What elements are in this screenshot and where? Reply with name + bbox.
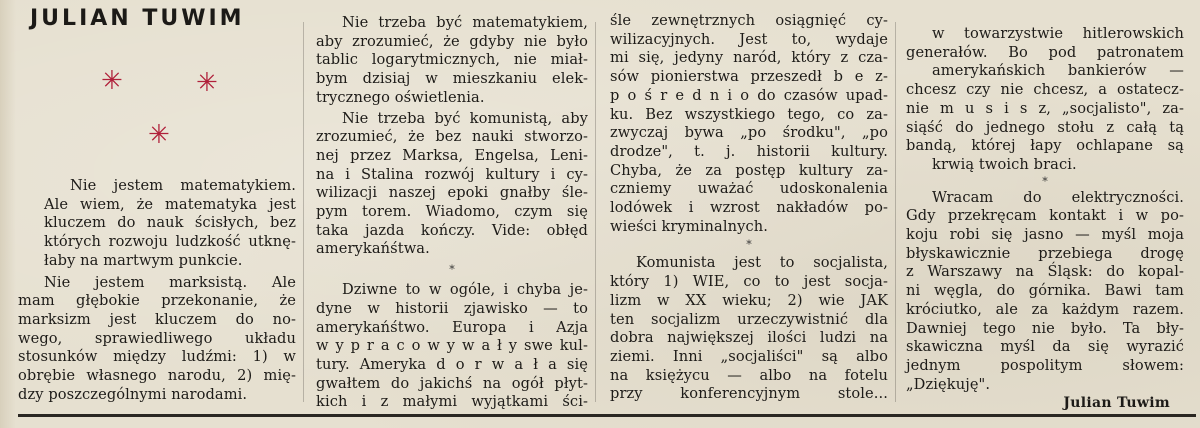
text-line: śle zewnętrznych osiągnięć cy- [610, 12, 888, 29]
text-line: Dawniej tego nie było. Ta bły- [906, 319, 1184, 337]
text-line: Gdy przekręcam kontakt i w po- [906, 207, 1184, 225]
text-line: marksizm jest kluczem do no- [18, 310, 296, 328]
text-line: obrębie własnego narodu, 2) mię- [18, 367, 296, 385]
asterisk-separator: * [1042, 174, 1048, 188]
text-line: ten socjalizm urzeczywistnić dla [610, 310, 888, 328]
text-line: nej przez Marksa, Engelsa, Leni- [316, 146, 588, 164]
star-ornament-icon: ✳ [196, 68, 218, 98]
paragraph [316, 14, 588, 108]
column-divider [595, 22, 596, 402]
text-line: gwałtem do jakichś na ogół płyt- [316, 374, 588, 392]
paragraph [610, 254, 888, 404]
text-line: amerykańśtwo. Europa i Azja [316, 318, 588, 336]
text-line: króciutko, ale za każdym razem. [906, 300, 1184, 318]
text-line: amerykańskich bankierów — [932, 62, 1184, 80]
text-line: mam głębokie przekonanie, że [18, 292, 296, 310]
text-line: wilizacji naszej epoki gnałby śle- [316, 184, 588, 202]
text-line: lizm w XX wieku; 2) wie JAK [610, 291, 888, 309]
text-line: zwyczaj bywa „po środku", „po [610, 124, 888, 142]
text-line: sów pionierstwa przeszedł b e z- [610, 68, 888, 86]
author-signature: Julian Tuwim [1063, 395, 1170, 411]
text-line: nie m u s i s z, „socjalisto", za- [906, 99, 1184, 117]
text-line: Nie jestem matematykiem. [70, 177, 296, 194]
text-line: skawiczna myśl da się wyrazić [906, 338, 1184, 356]
text-line: których rozwoju ludzkość utknę- [44, 233, 296, 251]
text-line: przy konferencyjnym stole... [610, 385, 888, 403]
text-line: z Warszawy na Śląsk: do kopal- [906, 263, 1184, 281]
text-line: kich i z małymi wyjątkami ści- [316, 393, 588, 411]
column-divider [303, 22, 304, 402]
text-line: generałów. Bo pod patronatem [906, 43, 1184, 61]
asterisk-separator: * [449, 263, 455, 277]
text-line: tablic logarytmicznych, nie miał- [316, 51, 588, 69]
text-line: w towarzystwie hitlerowskich [932, 25, 1184, 42]
bottom-rule [18, 414, 1196, 417]
text-line: na księżycu — albo na fotelu [610, 366, 888, 384]
star-ornament-icon: ✳ [148, 120, 170, 150]
text-line: jednym pospolitym słowem: [906, 356, 1184, 374]
text-line: ni węgla, do górnika. Bawi tam [906, 282, 1184, 300]
text-line: Ale wiem, że matematyka jest [44, 195, 296, 213]
text-line: czniemy uważać udoskonalenia [610, 180, 888, 198]
text-line: Nie trzeba być komunistą, aby [342, 109, 588, 127]
text-line: amerykańśtwa. [316, 240, 430, 258]
text-line: wieści kryminalnych. [610, 217, 768, 235]
text-line: dzy poszczególnymi narodami. [18, 385, 248, 403]
text-line: trycznego oświetlenia. [316, 88, 485, 106]
text-line: krwią twoich braci. [932, 155, 1077, 173]
text-line: zrozumieć, że bez nauki stworzo- [316, 128, 588, 146]
column-4 [906, 25, 1184, 394]
column-3 [610, 12, 888, 404]
text-line: stosunków między ludźmi: 1) w [18, 348, 296, 366]
article-title: JULIAN TUWIM [30, 6, 245, 31]
text-line: bym dzisiaj w mieszkaniu elek- [316, 70, 588, 88]
page-edge-shadow [0, 0, 16, 428]
text-line: Nie jestem marksistą. Ale [44, 273, 296, 291]
text-line: Dziwne to w ogóle, i chyba je- [342, 281, 588, 299]
text-line: dyne w historii zjawisko — to [316, 299, 588, 317]
text-line: bandą, której łapy ochlapane są [906, 137, 1184, 155]
paragraph [18, 274, 296, 405]
column-2 [316, 14, 588, 412]
text-line: ku. Bez wszystkiego tego, co za- [610, 105, 888, 123]
paragraph [316, 110, 588, 260]
text-line: który 1) WIE, co to jest socja- [610, 273, 888, 291]
text-line: wego, sprawiedliwego układu [18, 329, 296, 347]
paragraph [18, 177, 296, 271]
column-1 [18, 177, 296, 404]
column-divider [895, 22, 896, 402]
paragraph [316, 281, 588, 412]
text-line: w y p r a c o w y w a ł y swe kul- [316, 337, 588, 355]
asterisk-separator: * [746, 238, 752, 252]
text-line: tury. Ameryka d o r w a ł a się [316, 355, 588, 373]
text-line: siąść do jednego stołu z całą tą [906, 118, 1184, 136]
text-line: drodze", t. j. historii kultury. [610, 142, 888, 160]
paragraph [610, 12, 888, 236]
text-line: dobra największej ilości ludzi na [610, 329, 888, 347]
text-line: na i Stalina rozwój kultury i cy- [316, 165, 588, 183]
text-line: kluczem do nauk ścisłych, bez [44, 214, 296, 232]
text-line: błyskawicznie przebiega drogę [906, 244, 1184, 262]
text-line: łaby na martwym punkcie. [44, 251, 243, 269]
text-line: mi się, jedyny naród, który z cza- [610, 49, 888, 67]
text-line: Chyba, że za postęp kultury za- [610, 161, 888, 179]
text-line: p o ś r e d n i o do czasów upad- [610, 86, 888, 104]
text-line: Komunista jest to socjalista, [636, 254, 888, 272]
paragraph [906, 189, 1184, 395]
paragraph [906, 25, 1184, 175]
star-ornament-icon: ✳ [101, 66, 123, 96]
text-line: wilizacyjnych. Jest to, wydaje [610, 30, 888, 48]
text-line: taka jazda kończy. Vide: obłęd [316, 221, 588, 239]
text-line: chcesz czy nie chcesz, a ostatecz- [906, 81, 1184, 99]
text-line: Nie trzeba być matematykiem, [342, 14, 588, 31]
text-line: „Dziękuję". [906, 375, 991, 393]
text-line: pym torem. Wiadomo, czym się [316, 203, 588, 221]
text-line: ziemi. Inni „socjaliści" są albo [610, 347, 888, 365]
text-line: lodówek i wzrost nakładów po- [610, 199, 888, 217]
text-line: aby zrozumieć, że gdyby nie było [316, 32, 588, 50]
text-line: koju robi się jasno — myśl moja [906, 226, 1184, 244]
text-line: Wracam do elektryczności. [932, 188, 1184, 206]
